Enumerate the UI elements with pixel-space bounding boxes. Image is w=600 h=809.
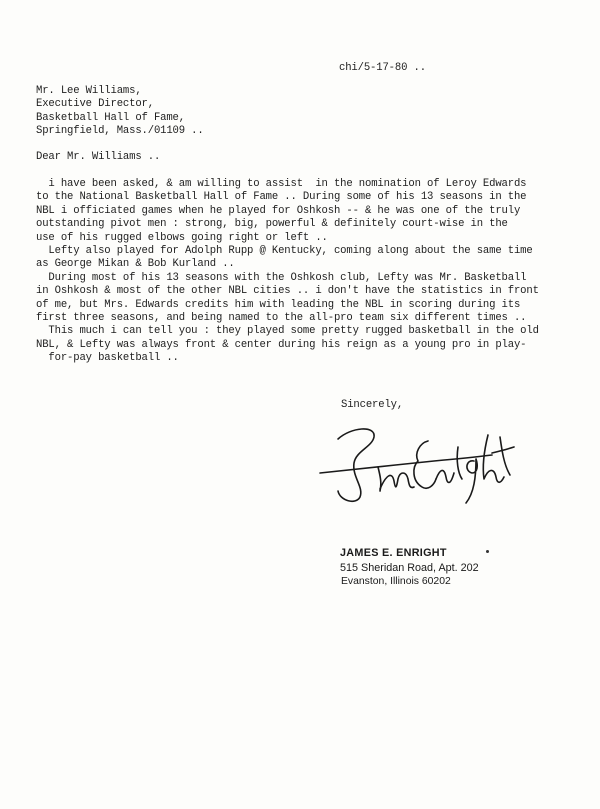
body-line: first three seasons, and being named to the all-pro team six different times .. — [36, 312, 527, 325]
body-line: to the National Basketball Hall of Fame .. During some of his 13 seasons in the — [36, 191, 527, 204]
sender-city: Evanston, Illinois 60202 — [341, 576, 451, 587]
body-line: use of his rugged elbows going right or left .. — [36, 231, 328, 244]
recipient-city: Springfield, Mass./01109 .. — [36, 125, 204, 138]
body-line: Lefty also played for Adolph Rupp @ Kentucky, coming along about the same time — [36, 245, 533, 258]
recipient-address — [36, 85, 204, 139]
body-line: NBL, & Lefty was always front & center during his reign as a young pro in play- — [36, 338, 527, 351]
sender-name: JAMES E. ENRIGHT — [340, 547, 447, 559]
body-line: NBL i officiated games when he played for Oshkosh -- & he was one of the truly — [36, 204, 521, 217]
body-line: i have been asked, & am willing to assist in the nomination of Leroy Edwards — [36, 178, 527, 190]
sender-letterhead — [340, 546, 479, 590]
body-line: outstanding pivot men : strong, big, powerful & definitely court-wise in the — [36, 218, 508, 231]
body-line: for-pay basketball .. — [36, 352, 179, 365]
handwritten-signature — [316, 417, 516, 517]
body-line: as George Mikan & Bob Kurland .. — [36, 258, 235, 271]
body-line: of me, but Mrs. Edwards credits him with leading the NBL in scoring during its — [36, 298, 521, 311]
letter-date: chi/5-17-80 .. — [339, 62, 426, 74]
ink-speck — [486, 550, 489, 553]
body-line: This much i can tell you : they played some pretty rugged basketball in the old — [36, 325, 539, 338]
recipient-title: Executive Director, — [36, 98, 154, 111]
sender-street: 515 Sheridan Road, Apt. 202 — [340, 561, 479, 574]
recipient-organization: Basketball Hall of Fame, — [36, 111, 185, 124]
salutation: Dear Mr. Williams .. — [36, 151, 161, 163]
body-line: in Oshkosh & most of the other NBL cities .. i don't have the statistics in front — [36, 285, 539, 298]
recipient-name: Mr. Lee Williams, — [36, 85, 142, 97]
closing: Sincerely, — [341, 399, 404, 411]
letter-body — [36, 178, 539, 366]
body-line: During most of his 13 seasons with the Oshkosh club, Lefty was Mr. Basketball — [36, 271, 527, 284]
